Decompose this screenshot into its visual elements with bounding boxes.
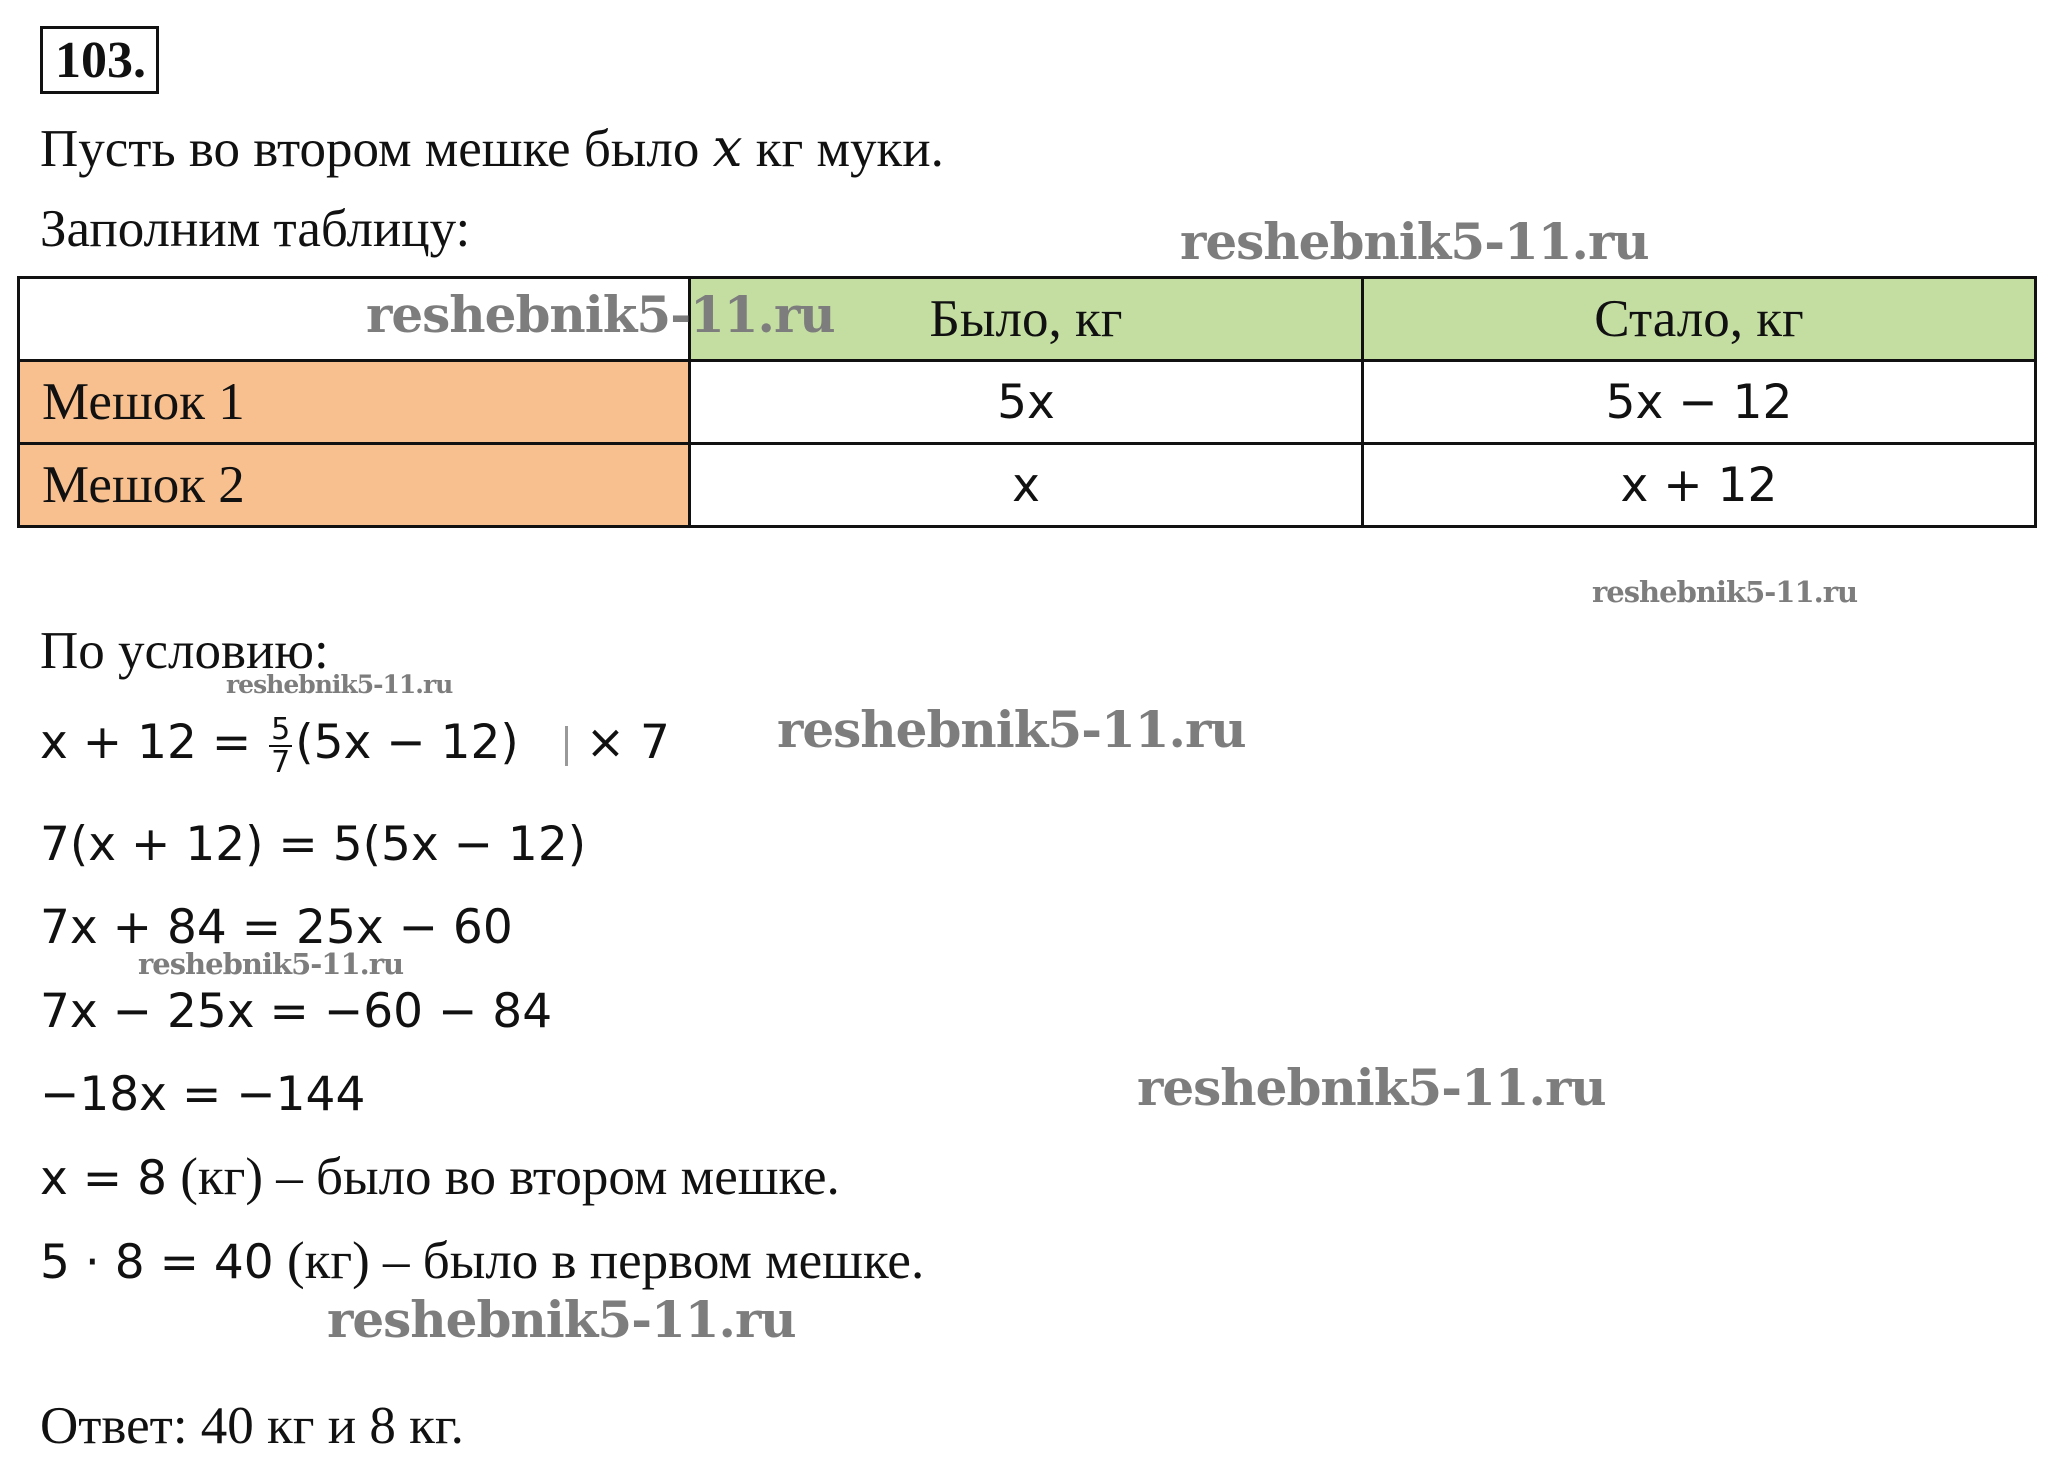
cell-bag-1-after [1363,361,2036,444]
result-line-1 [40,1146,840,1210]
data-table [17,276,2037,528]
watermark: reshebnik5-11.ru [777,700,1246,759]
result-1-math: x = 8 [40,1151,167,1206]
equation-1 [40,712,670,778]
header-after: Стало, кг [1363,278,2036,361]
fraction-numerator: 5 [271,711,291,747]
problem-number: 103. [40,26,159,94]
row-label-bag-2: Мешок 2 [19,444,690,527]
cell-bag-2-after [1363,444,2036,527]
watermark: reshebnik5-11.ru [1137,1058,1606,1117]
result-2-math: 5 · 8 = 40 [40,1235,274,1290]
equation-1-lhs: x + 12 = [40,715,267,770]
intro-text-before: Пусть во втором мешке было [40,120,713,178]
intro-text-after: кг муки. [742,120,944,178]
equation-1-multiplier: × 7 [585,715,670,770]
table-row [19,444,2036,527]
equation-3: 7x + 84 = 25x − 60 [40,900,513,955]
condition-label: По условию: [40,622,329,680]
watermark: reshebnik5-11.ru [327,1290,796,1349]
equation-4: 7x − 25x = −60 − 84 [40,984,553,1039]
equation-2: 7(x + 12) = 5(5x − 12) [40,817,587,872]
result-1-text: (кг) – было во втором мешке. [166,1148,840,1206]
row-label-bag-1: Мешок 1 [19,361,690,444]
fraction-denominator: 7 [271,744,291,780]
watermark: reshebnik5-11.ru [1180,212,1649,271]
answer-line: Ответ: 40 кг и 8 кг. [40,1397,464,1455]
table-row [19,361,2036,444]
cell-bag-1-before [690,361,1363,444]
equation-1-rhs: (5x − 12) [295,715,519,770]
result-2-text: (кг) – было в первом мешке. [273,1232,925,1290]
equation-5: −18x = −144 [40,1067,366,1122]
watermark: reshebnik5-11.ru [138,947,404,981]
watermark: reshebnik5-11.ru [226,670,453,699]
watermark: reshebnik5-11.ru [366,285,835,344]
fraction-5-7 [269,711,292,780]
multiplier-divider [565,726,568,766]
intro-line-2: Заполним таблицу: [40,200,471,258]
cell-bag-1-before-value: 5x [997,374,1055,430]
header-before: Было, кг [690,278,1363,361]
cell-bag-2-after-value: x + 12 [1620,457,1778,513]
cell-bag-2-before [690,444,1363,527]
table-header-row [19,278,2036,361]
intro-line-1 [40,118,944,180]
watermark: reshebnik5-11.ru [1592,575,1858,609]
cell-bag-2-before-value: x [1012,457,1040,513]
cell-bag-1-after-value: 5x − 12 [1605,374,1793,430]
result-line-2 [40,1230,924,1294]
intro-variable: x [712,118,743,179]
